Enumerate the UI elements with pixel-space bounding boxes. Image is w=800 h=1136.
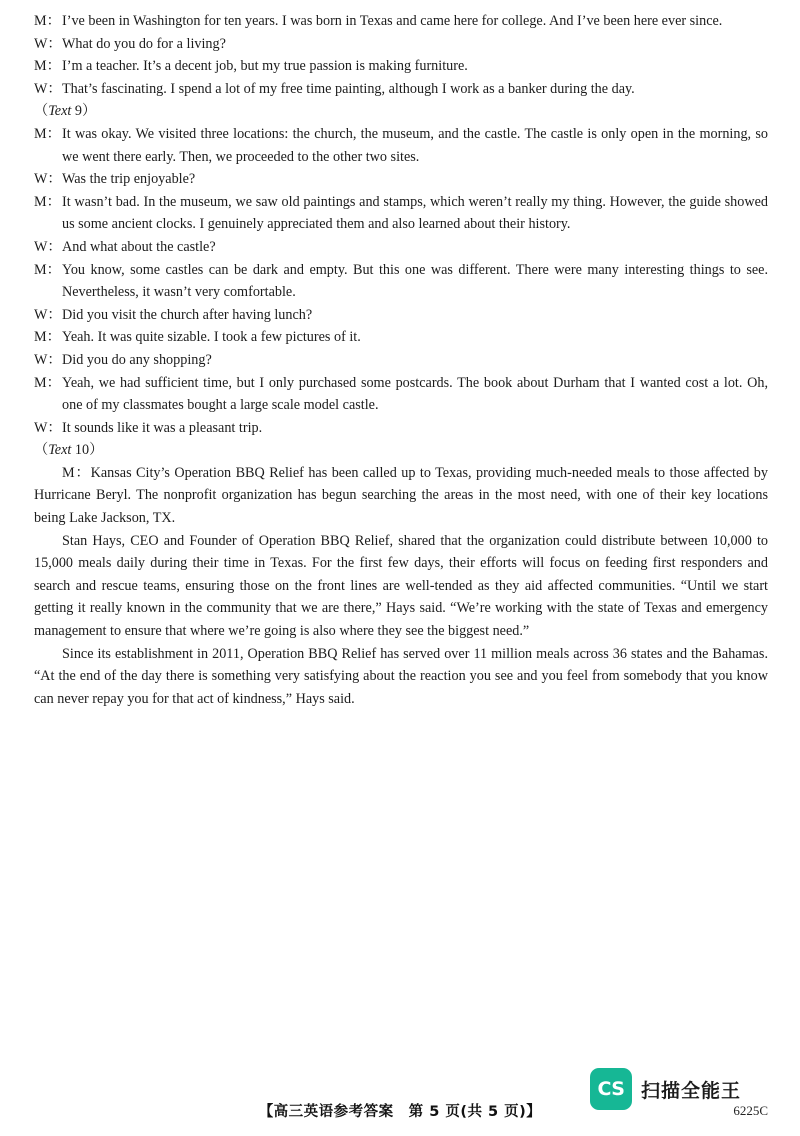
dialogue-line: [34, 10, 768, 33]
dialogue-line: [34, 417, 768, 440]
dialogue-line: [34, 259, 768, 304]
speaker-label: W：: [34, 419, 62, 436]
speaker-label: W：: [34, 306, 62, 323]
dialogue-text: I’m a teacher. It’s a decent job, but my true passion is making furniture.: [62, 58, 468, 75]
document-body: [34, 10, 768, 710]
dialogue-line: [34, 349, 768, 372]
document-code: 6225C: [733, 1103, 768, 1118]
dialogue-line: [34, 33, 768, 56]
dialogue-line: [34, 191, 768, 236]
dialogue-line: [34, 78, 768, 101]
speaker-label: W：: [34, 35, 62, 52]
dialogue-section-b: [34, 123, 768, 439]
passage-paragraph: M：Kansas City’s Operation BBQ Relief has been called up to Texas, providing much-needed meals to those affected by Hurricane Beryl. The nonprofit organization has begun searching the areas in the most need, with one of their key locations being Lake Jackson, TX.: [34, 464, 768, 527]
dialogue-text: Yeah. It was quite sizable. I took a few pictures of it.: [62, 329, 361, 346]
dialogue-text: Was the trip enjoyable?: [62, 171, 196, 188]
section-heading-text-9: （Text 9）: [34, 103, 97, 120]
passage-paragraph: Stan Hays, CEO and Founder of Operation BBQ Relief, shared that the organization could distribute between 10,000 to 15,000 meals daily during their time in Texas. For the first few days, their efforts will focus on feeding first responders and search and rescue teams, ensuring those on the front lines are well-tended as they aid affected communities. “Until we start getting it really known in the community that we are there,” Hays said. “We’re working with the state of Texas and emergency management to ensure that where we’re going is also where they see the biggest need.”: [34, 532, 768, 640]
dialogue-section-a: [34, 10, 768, 100]
speaker-label: W：: [34, 238, 62, 255]
camscanner-logo-icon: CS: [590, 1068, 632, 1110]
speaker-label: M：: [34, 193, 61, 210]
dialogue-line: [34, 236, 768, 259]
page-footer: 【高三英语参考答案 第 5 页(共 5 页)】: [258, 1104, 542, 1120]
dialogue-text: It wasn’t bad. In the museum, we saw old paintings and stamps, which weren’t really my thing. However, the guide showed us some ancient clocks. I genuinely appreciated them and also learned about their history.: [62, 193, 768, 233]
dialogue-text: That’s fascinating. I spend a lot of my free time painting, although I work as a banker during the day.: [62, 80, 635, 97]
speaker-label: M：: [34, 125, 61, 142]
scanner-app-name: 扫描全能王: [641, 1079, 742, 1102]
dialogue-text: You know, some castles can be dark and empty. But this one was different. There were many interesting things to see. Nevertheless, it wasn’t very comfortable.: [62, 261, 768, 301]
speaker-label: M：: [34, 58, 61, 75]
speaker-label: M：: [34, 329, 61, 346]
dialogue-line: [34, 55, 768, 78]
speaker-label: M：: [34, 13, 61, 29]
dialogue-text: I’ve been in Washington for ten years. I was born in Texas and came here for college. And I’ve been here ever since.: [62, 13, 723, 29]
dialogue-line: [34, 304, 768, 327]
dialogue-text: Did you do any shopping?: [62, 351, 212, 368]
dialogue-text: Did you visit the church after having lunch?: [62, 306, 313, 323]
dialogue-text: Yeah, we had sufficient time, but I only purchased some postcards. The book about Durham that I wanted cost a lot. Oh, one of my classmates bought a large scale model castle.: [62, 374, 768, 414]
speaker-label: W：: [34, 171, 62, 188]
speaker-label: W：: [34, 351, 62, 368]
section-heading-text-10: （Text 10）: [34, 442, 104, 459]
dialogue-text: And what about the castle?: [62, 238, 216, 255]
dialogue-line: [34, 123, 768, 168]
text-10-passage: [34, 462, 768, 711]
dialogue-text: It sounds like it was a pleasant trip.: [62, 419, 263, 436]
speaker-label: M：: [34, 261, 61, 278]
dialogue-text: What do you do for a living?: [62, 35, 226, 52]
speaker-label: W：: [34, 80, 62, 97]
dialogue-text: It was okay. We visited three locations: the church, the museum, and the castle. The castle is only open in the morning, so we went there early. Then, we proceeded to the other two sites.: [62, 125, 768, 165]
dialogue-line: [34, 372, 768, 417]
dialogue-line: [34, 168, 768, 191]
speaker-label: M：: [34, 374, 61, 391]
dialogue-line: [34, 326, 768, 349]
passage-paragraph: Since its establishment in 2011, Operation BBQ Relief has served over 11 million meals across 36 states and the Bahamas. “At the end of the day there is something very satisfying about the reaction you see and you feel from somebody that you know can never repay you for that act of kindness,” Hays said.: [34, 645, 768, 707]
